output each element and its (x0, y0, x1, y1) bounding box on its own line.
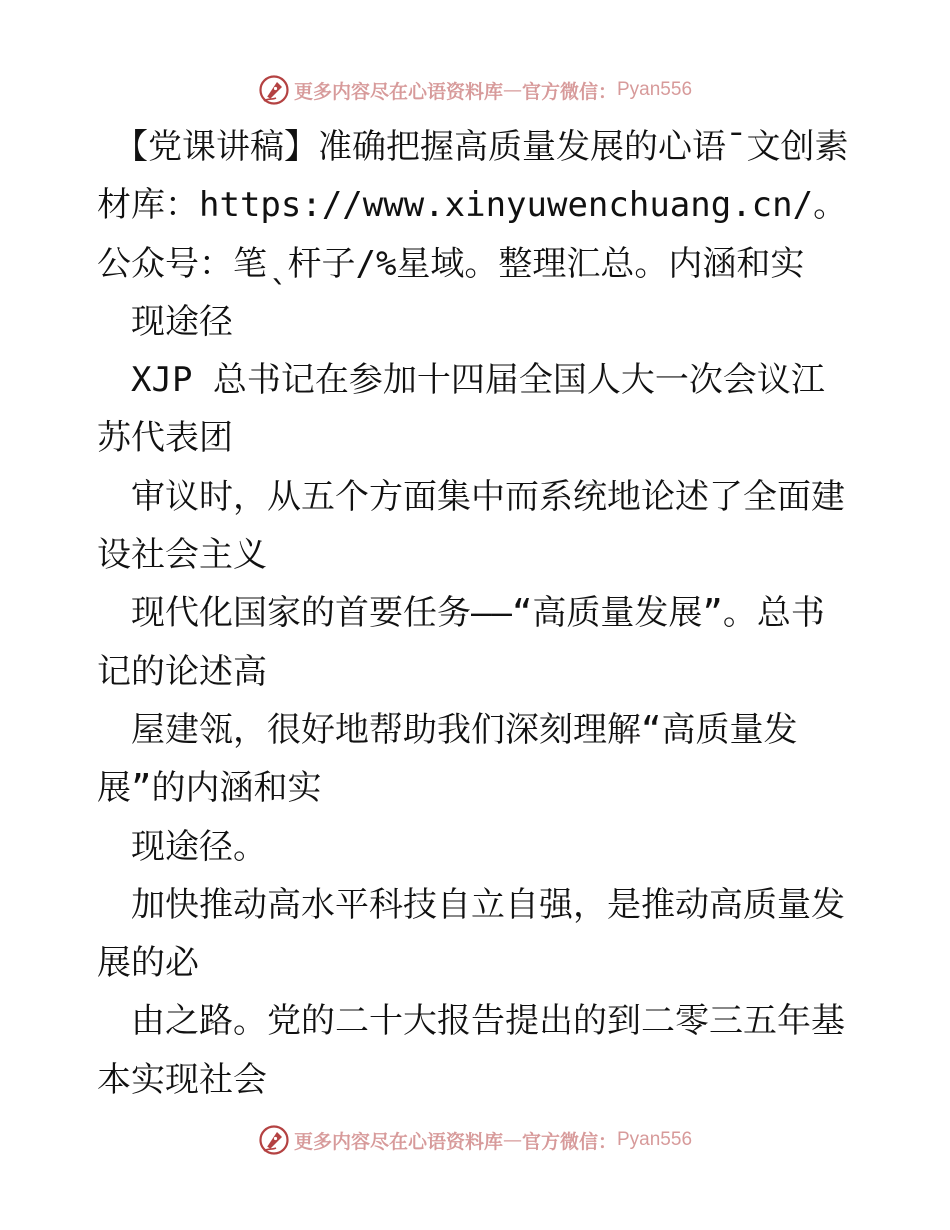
pen-nib-logo-icon (258, 1124, 290, 1156)
document-body (97, 118, 857, 1109)
banner-contact-prefix: 官方微信： (521, 80, 617, 103)
footer-banner (0, 1120, 950, 1160)
banner-main-text: 更多内容尽在心语资料库 (293, 80, 503, 103)
banner-separator: — (502, 1129, 522, 1151)
header-banner (0, 70, 950, 110)
banner-contact-id: Pyan556 (617, 1129, 693, 1150)
banner-separator: — (502, 79, 522, 101)
banner-main-text: 更多内容尽在心语资料库 (293, 1130, 503, 1153)
paragraph-line-4: 审议时，从五个方面集中而系统地论述了全面建设社会主义 (97, 476, 845, 576)
paragraph-line-5: 现代化国家的首要任务——“高质量发展”。总书记的论述高 (97, 593, 825, 692)
paragraph-line-7: 现途径。 (97, 826, 267, 867)
pen-nib-logo-icon (258, 74, 290, 106)
banner-contact-prefix: 官方微信： (521, 1130, 617, 1153)
banner-contact-id: Pyan556 (617, 79, 693, 100)
paragraph-line-8: 加快推动高水平科技自立自强，是推动高质量发展的必 (97, 884, 845, 984)
paragraph-line-1: 【党课讲稿】准确把握高质量发展的心语¯文创素材库：https://www.xinyuwenchuang.cn/。公众号：笔ˎ杆子/%星域。整理汇总。内涵和实 (97, 127, 849, 284)
paragraph-line-3: XJP 总书记在参加十四届全国人大一次会议江苏代表团 (97, 360, 825, 459)
paragraph-line-9: 由之路。党的二十大报告提出的到二零三五年基本实现社会 (97, 1001, 845, 1100)
paragraph-line-6: 屋建瓴，很好地帮助我们深刻理解“高质量发展”的内涵和实 (97, 709, 798, 809)
paragraph-line-2: 现途径 (97, 301, 233, 342)
